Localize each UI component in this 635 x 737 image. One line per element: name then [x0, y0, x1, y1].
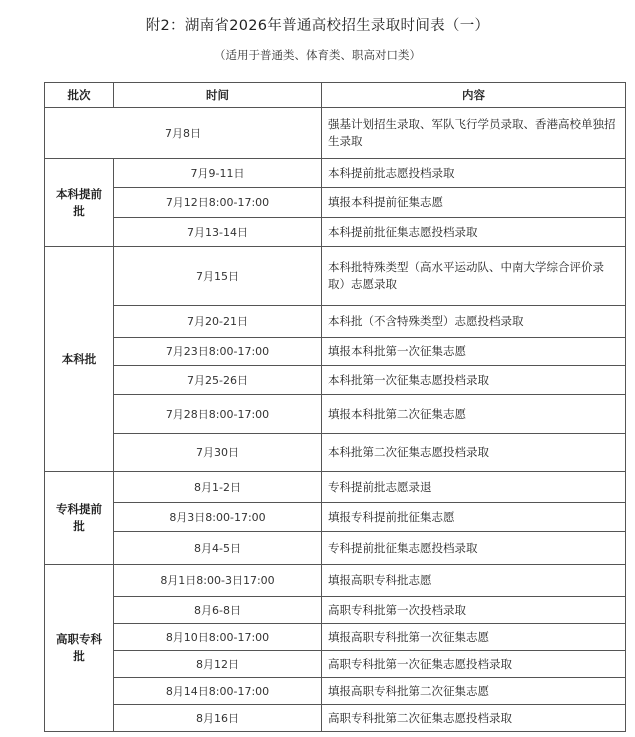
table-row [45, 472, 626, 503]
table-header-row [45, 83, 626, 108]
content-cell: 强基计划招生录取、军队飞行学员录取、香港高校单独招生录取 [322, 108, 626, 159]
content-cell: 专科提前批志愿录退 [322, 472, 626, 503]
batch-cell: 专科提前批 [45, 472, 114, 565]
time-cell: 7月28日8:00-17:00 [114, 395, 322, 434]
content-cell: 本科提前批志愿投档录取 [322, 159, 626, 188]
table-row [45, 306, 626, 338]
content-cell: 本科批第二次征集志愿投档录取 [322, 434, 626, 472]
time-cell: 8月4-5日 [114, 532, 322, 565]
content-cell: 高职专科批第一次投档录取 [322, 597, 626, 624]
table-row [45, 108, 626, 159]
content-cell: 填报高职专科批第一次征集志愿 [322, 624, 626, 651]
time-cell: 7月15日 [114, 247, 322, 306]
table-row [45, 218, 626, 247]
time-cell: 8月6-8日 [114, 597, 322, 624]
header-batch: 批次 [45, 83, 114, 108]
table-row [45, 624, 626, 651]
table-row [45, 434, 626, 472]
time-cell: 7月8日 [45, 108, 322, 159]
content-cell: 填报专科提前批征集志愿 [322, 503, 626, 532]
time-cell: 7月30日 [114, 434, 322, 472]
content-cell: 本科批第一次征集志愿投档录取 [322, 366, 626, 395]
table-row [45, 705, 626, 732]
table-row [45, 395, 626, 434]
time-cell: 8月1-2日 [114, 472, 322, 503]
table-row [45, 678, 626, 705]
table-row [45, 503, 626, 532]
content-cell: 高职专科批第一次征集志愿投档录取 [322, 651, 626, 678]
batch-cell: 高职专科批 [45, 565, 114, 732]
table-row [45, 247, 626, 306]
content-cell: 填报高职专科批第二次征集志愿 [322, 678, 626, 705]
table-row [45, 651, 626, 678]
header-time: 时间 [114, 83, 322, 108]
table-row [45, 366, 626, 395]
time-cell: 7月12日8:00-17:00 [114, 188, 322, 218]
time-cell: 7月9-11日 [114, 159, 322, 188]
content-cell: 填报本科提前征集志愿 [322, 188, 626, 218]
header-content: 内容 [322, 83, 626, 108]
content-cell: 高职专科批第二次征集志愿投档录取 [322, 705, 626, 732]
time-cell: 8月14日8:00-17:00 [114, 678, 322, 705]
content-cell: 填报本科批第一次征集志愿 [322, 338, 626, 366]
content-cell: 填报本科批第二次征集志愿 [322, 395, 626, 434]
batch-cell: 本科提前批 [45, 159, 114, 247]
time-cell: 8月3日8:00-17:00 [114, 503, 322, 532]
table-row [45, 597, 626, 624]
table-row [45, 188, 626, 218]
table-row [45, 565, 626, 597]
admission-schedule-table [44, 82, 626, 732]
table-row [45, 532, 626, 565]
table-row [45, 159, 626, 188]
time-cell: 8月12日 [114, 651, 322, 678]
content-cell: 本科提前批征集志愿投档录取 [322, 218, 626, 247]
time-cell: 7月13-14日 [114, 218, 322, 247]
time-cell: 8月1日8:00-3日17:00 [114, 565, 322, 597]
content-cell: 填报高职专科批志愿 [322, 565, 626, 597]
page-subtitle: （适用于普通类、体育类、职高对口类） [214, 48, 421, 62]
time-cell: 8月10日8:00-17:00 [114, 624, 322, 651]
content-cell: 专科提前批征集志愿投档录取 [322, 532, 626, 565]
time-cell: 7月20-21日 [114, 306, 322, 338]
content-cell: 本科批（不含特殊类型）志愿投档录取 [322, 306, 626, 338]
page-title: 附2：湖南省2026年普通高校招生录取时间表（一） [145, 18, 490, 34]
time-cell: 8月16日 [114, 705, 322, 732]
time-cell: 7月25-26日 [114, 366, 322, 395]
content-cell: 本科批特殊类型（高水平运动队、中南大学综合评价录取）志愿录取 [322, 247, 626, 306]
batch-cell: 本科批 [45, 247, 114, 472]
table-row [45, 338, 626, 366]
time-cell: 7月23日8:00-17:00 [114, 338, 322, 366]
